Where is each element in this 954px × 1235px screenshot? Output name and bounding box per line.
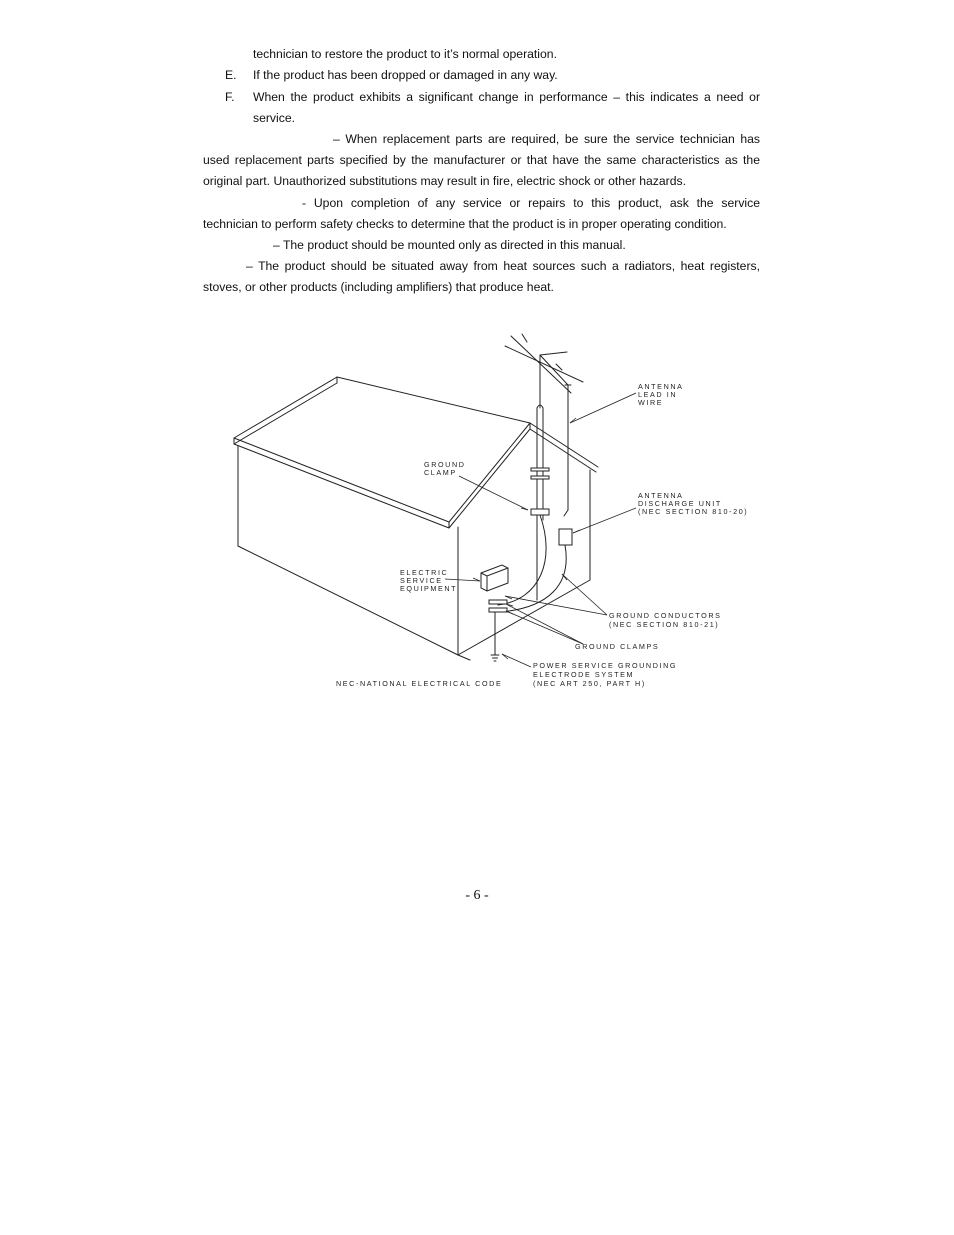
label-antenna-lead-in-2: LEAD IN	[638, 390, 678, 399]
label-electric-service-3: EQUIPMENT	[400, 584, 458, 593]
page-number: - 6 -	[465, 888, 489, 903]
replacement-parts-line1: – When replacement parts are required, be sure the service technician has	[333, 132, 760, 146]
label-ground-conductors-1: GROUND CONDUCTORS	[609, 611, 722, 620]
safety-check-line1: - Upon completion of any service or repairs to this product, ask the service	[302, 196, 760, 210]
safety-check-line2: technician to perform safety checks to determine that the product is in proper operating condition.	[203, 217, 727, 231]
label-discharge-unit-3: (NEC SECTION 810-20)	[638, 507, 749, 516]
list-item-f-line1: When the product exhibits a significant change in performance – this indicates a need or	[253, 90, 760, 104]
label-ground-clamps: GROUND CLAMPS	[575, 642, 660, 651]
list-marker-e: E.	[225, 68, 237, 82]
label-ground-conductors-2: (NEC SECTION 810-21)	[609, 620, 720, 629]
label-electric-service-2: SERVICE	[400, 576, 443, 585]
replacement-parts-line3: original part. Unauthorized substitutions may result in fire, electric shock or other hazards.	[203, 174, 686, 188]
continuation-line: technician to restore the product to it’s normal operation.	[253, 47, 557, 61]
list-marker-f: F.	[225, 90, 235, 104]
label-power-grounding-2: ELECTRODE SYSTEM	[533, 670, 635, 679]
label-power-grounding-3: (NEC ART 250, PART H)	[533, 679, 646, 688]
label-discharge-unit-2: DISCHARGE UNIT	[638, 499, 722, 508]
label-power-grounding-1: POWER SERVICE GROUNDING	[533, 661, 678, 670]
label-electric-service-1: ELECTRIC	[400, 568, 449, 577]
label-antenna-lead-in-1: ANTENNA	[638, 382, 684, 391]
replacement-parts-line2: used replacement parts specified by the manufacturer or that have the same characteristics as the	[203, 153, 760, 167]
label-ground-clamp-1: GROUND	[424, 460, 466, 469]
label-discharge-unit-1: ANTENNA	[638, 491, 684, 500]
heat-line2: stoves, or other products (including amplifiers) that produce heat.	[203, 280, 554, 294]
mounting-line: – The product should be mounted only as directed in this manual.	[273, 238, 626, 252]
heat-line1: – The product should be situated away from heat sources such a radiators, heat registers,	[246, 259, 760, 273]
label-ground-clamp-2: CLAMP	[424, 468, 457, 477]
label-nec-note: NEC-NATIONAL ELECTRICAL CODE	[336, 679, 503, 688]
list-item-e: If the product has been dropped or damaged in any way.	[253, 68, 558, 82]
antenna-drawing	[481, 334, 583, 661]
list-item-f-line2: service.	[253, 111, 295, 125]
label-antenna-lead-in-3: WIRE	[638, 398, 664, 407]
